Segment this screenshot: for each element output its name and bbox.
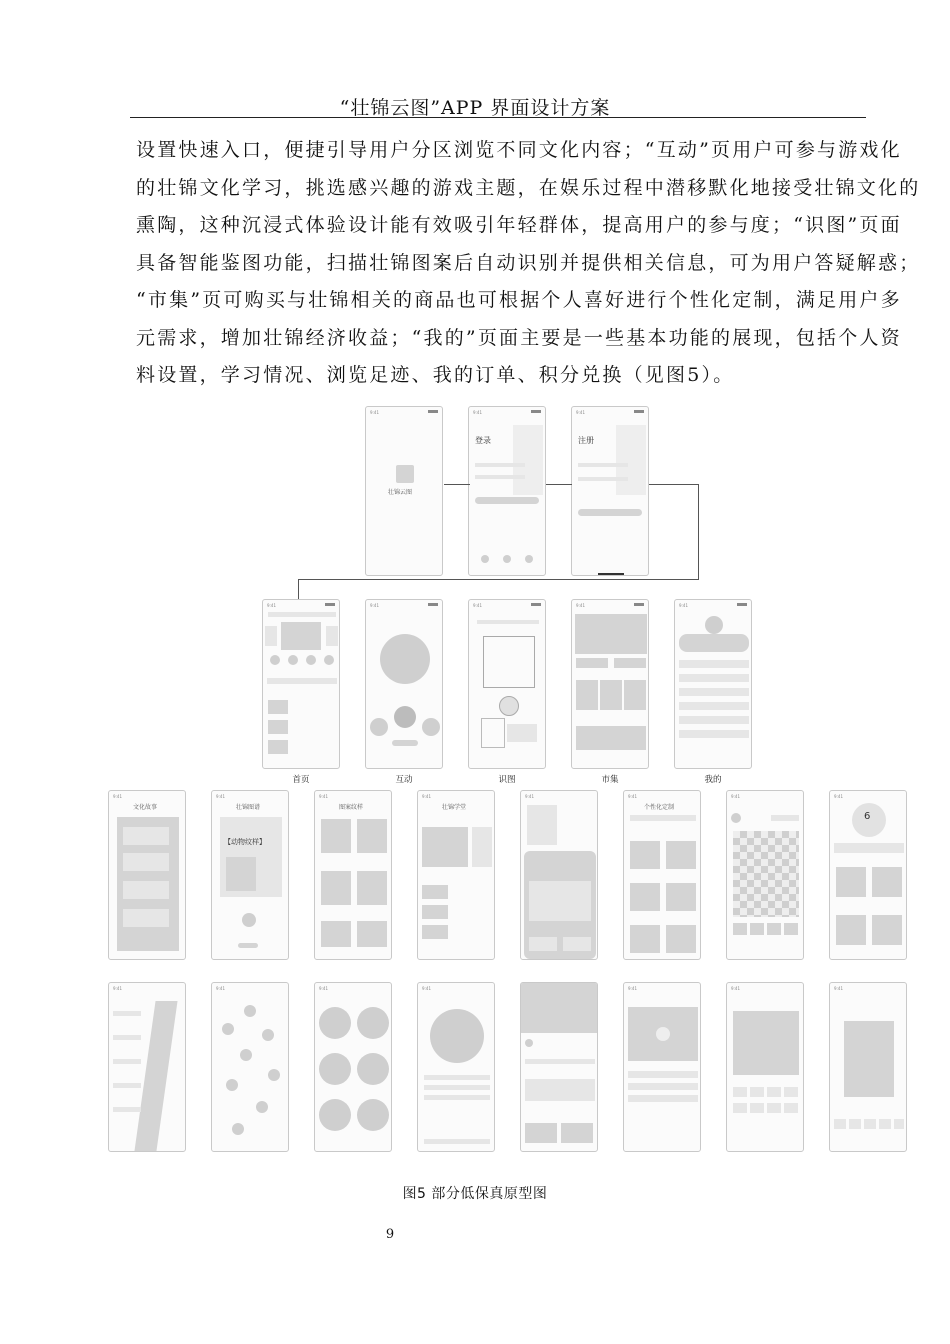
figure-caption: 图5 部分低保真原型图 (402, 1186, 548, 1202)
body-line: 的壮锦文化学习，挑选感兴趣的游戏主题，在娱乐过程中潜移默化地接受壮锦文化的 (136, 176, 921, 199)
custom-screen: 9:41 个性化定制 (623, 790, 701, 960)
points-screen: 9:41 6 (829, 790, 907, 960)
register-title: 注册 (578, 436, 594, 445)
body-line: 设置快速入口，便捷引导用户分区浏览不同文化内容；“互动”页用户可参与游戏化 (136, 139, 902, 161)
body-line: 具备智能鉴图功能，扫描壮锦图案后自动识别并提供相关信息，可为用户答疑解惑； (136, 251, 921, 274)
community-screen (520, 982, 598, 1152)
score-value: 6 (864, 811, 871, 822)
checker-canvas (733, 831, 799, 917)
login-button (475, 497, 539, 504)
mini-title: 壮锦图谱 (236, 804, 261, 811)
home-screen: 9:41 (262, 599, 340, 769)
tab-label-mine: 我的 (704, 775, 722, 785)
body-paragraph (136, 132, 921, 395)
register-button (578, 509, 642, 516)
running-header: “壮锦云图”APP 界面设计方案 (339, 97, 611, 119)
splash-screen: 9:41 壮锦云图 (365, 406, 443, 576)
body-line: 熏陶，这种沉浸式体验设计能有效吸引年轻群体，提高用户的参与度；“识图”页面 (136, 214, 902, 236)
body-line: “市集”页可购买与壮锦相关的商品也可根据个人喜好进行个性化定制，满足用户多 (136, 289, 902, 311)
body-line: 料设置，学习情况、浏览足迹、我的订单、积分兑换（见图5）。 (136, 364, 735, 386)
motif-screen: 9:41 (314, 982, 392, 1152)
tab-label-scan: 识图 (498, 775, 516, 785)
mini-title: 个性化定制 (644, 804, 675, 811)
pattern-label: 【动物纹样】 (224, 838, 266, 846)
mini-title: 壮锦学堂 (442, 804, 467, 811)
header-rule (130, 117, 866, 118)
page-number: 9 (385, 1227, 395, 1242)
tab-label-interact: 互动 (395, 775, 413, 785)
interact-screen: 9:41 (365, 599, 443, 769)
login-screen: 9:41 登录 (468, 406, 546, 576)
mine-screen: 9:41 (674, 599, 752, 769)
classroom-screen: 9:41 壮锦学堂 (417, 790, 495, 960)
mini-title: 图案纹样 (339, 804, 364, 811)
splash-label: 壮锦云图 (388, 489, 413, 496)
video-screen: 9:41 (623, 982, 701, 1152)
pattern-atlas-screen: 9:41 壮锦图谱 【动物纹样】 (211, 790, 289, 960)
market-screen: 9:41 (571, 599, 649, 769)
design-screen: 9:41 (829, 982, 907, 1152)
app-logo (396, 465, 414, 483)
history-screen: 9:41 (108, 982, 186, 1152)
prototype-figure (108, 404, 910, 1156)
culture-story-screen: 9:41 文化故事 (108, 790, 186, 960)
process-screen: 9:41 (211, 982, 289, 1152)
register-screen: 9:41 注册 (571, 406, 649, 576)
mini-title: 文化故事 (133, 804, 158, 811)
login-title: 登录 (475, 436, 491, 445)
pattern-list-screen: 9:41 图案纹样 (314, 790, 392, 960)
body-line: 元需求，增加壮锦经济收益；“我的”页面主要是一些基本功能的展现，包括个人资 (136, 326, 902, 349)
detail-screen: 9:41 (520, 790, 598, 960)
tab-label-home: 首页 (292, 775, 310, 785)
flower-screen: 9:41 (417, 982, 495, 1152)
scan-screen: 9:41 (468, 599, 546, 769)
tab-label-market: 市集 (601, 775, 619, 785)
canvas-screen: 9:41 (726, 790, 804, 960)
workshop-screen: 9:41 (726, 982, 804, 1152)
